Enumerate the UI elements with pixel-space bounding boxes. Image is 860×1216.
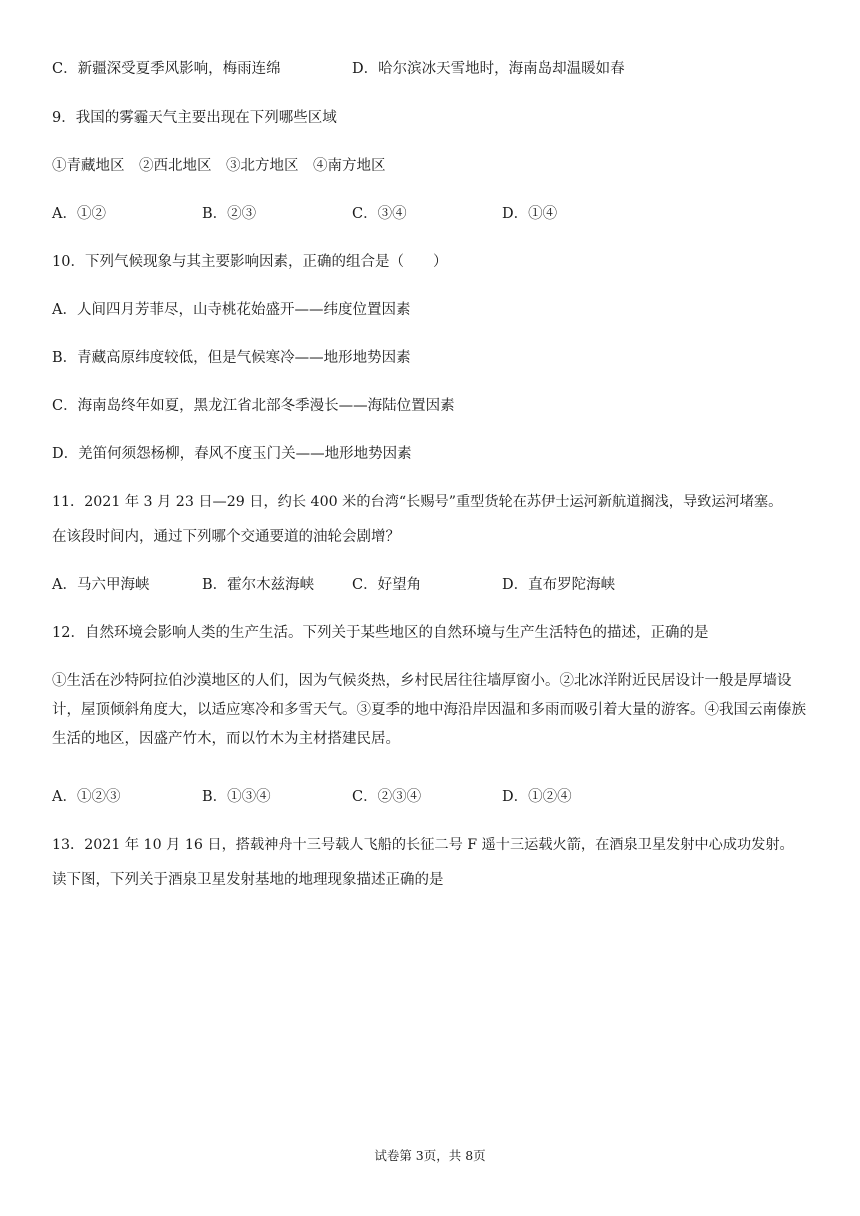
q12-items: ①生活在沙特阿拉伯沙漠地区的人们，因为气候炎热，乡村民居往往墙厚窗小。②北冰洋附近民居设计一般是厚墙设计，屋顶倾斜角度大，以适应寒冷和多雪天气。③夏季的地中海沿岸因温和多雨而吸引着大量的游客。④我国云南傣族生活的地区，因盛产竹木，而以竹木为主材搭建民居。 (52, 673, 806, 747)
q9-stem: 9．我国的雾霾天气主要出现在下列哪些区域 (52, 110, 337, 126)
q9-option-c: C．③④ (352, 206, 407, 222)
q13-stem-line2: 读下图，下列关于酒泉卫星发射基地的地理现象描述正确的是 (52, 872, 444, 888)
q12-option-a: A．①②③ (52, 789, 121, 805)
q8-option-d: D．哈尔滨冰天雪地时，海南岛却温暖如春 (352, 61, 625, 77)
q10-option-a: A．人间四月芳菲尽，山寺桃花始盛开——纬度位置因素 (52, 302, 411, 318)
q10-option-b: B．青藏高原纬度较低，但是气候寒冷——地形地势因素 (52, 350, 411, 366)
q10-stem: 10．下列气候现象与其主要影响因素，正确的组合是（ ） (52, 254, 448, 270)
q12-option-d: D．①②④ (502, 789, 572, 805)
q11-stem-line1: 11．2021 年 3 月 23 日—29 日，约长 400 米的台湾“长赐号”重型货轮在苏伊士运河新航道搁浅，导致运河堵塞。 (52, 494, 783, 510)
q12-stem: 12．自然环境会影响人类的生产生活。下列关于某些地区的自然环境与生产生活特色的描述，正确的是 (52, 625, 709, 641)
q10-option-c: C．海南岛终年如夏，黑龙江省北部冬季漫长——海陆位置因素 (52, 398, 455, 414)
q13-stem-line1: 13．2021 年 10 月 16 日，搭载神舟十三号载人飞船的长征二号 F 遥十三运载火箭，在酒泉卫星发射中心成功发射。 (52, 837, 794, 853)
q12-option-b: B．①③④ (202, 789, 271, 805)
q9-option-d: D．①④ (502, 206, 558, 222)
q11-option-b: B．霍尔木兹海峡 (202, 577, 315, 593)
page-footer: 试卷第 3页，共 8页 (374, 1148, 486, 1163)
q11-option-d: D．直布罗陀海峡 (502, 577, 616, 593)
q12-option-c: C．②③④ (352, 789, 422, 805)
q11-option-a: A．马六甲海峡 (52, 577, 150, 593)
q9-option-a: A．①② (52, 206, 106, 222)
q9-option-b: B．②③ (202, 206, 257, 222)
q11-option-c: C．好望角 (352, 577, 422, 593)
q9-items: ①青藏地区 ②西北地区 ③北方地区 ④南方地区 (52, 158, 386, 174)
q8-option-c: C．新疆深受夏季风影响，梅雨连绵 (52, 61, 281, 77)
q10-option-d: D．羌笛何须怨杨柳，春风不度玉门关——地形地势因素 (52, 446, 412, 462)
q11-stem-line2: 在该段时间内，通过下列哪个交通要道的油轮会剧增？ (52, 529, 400, 545)
